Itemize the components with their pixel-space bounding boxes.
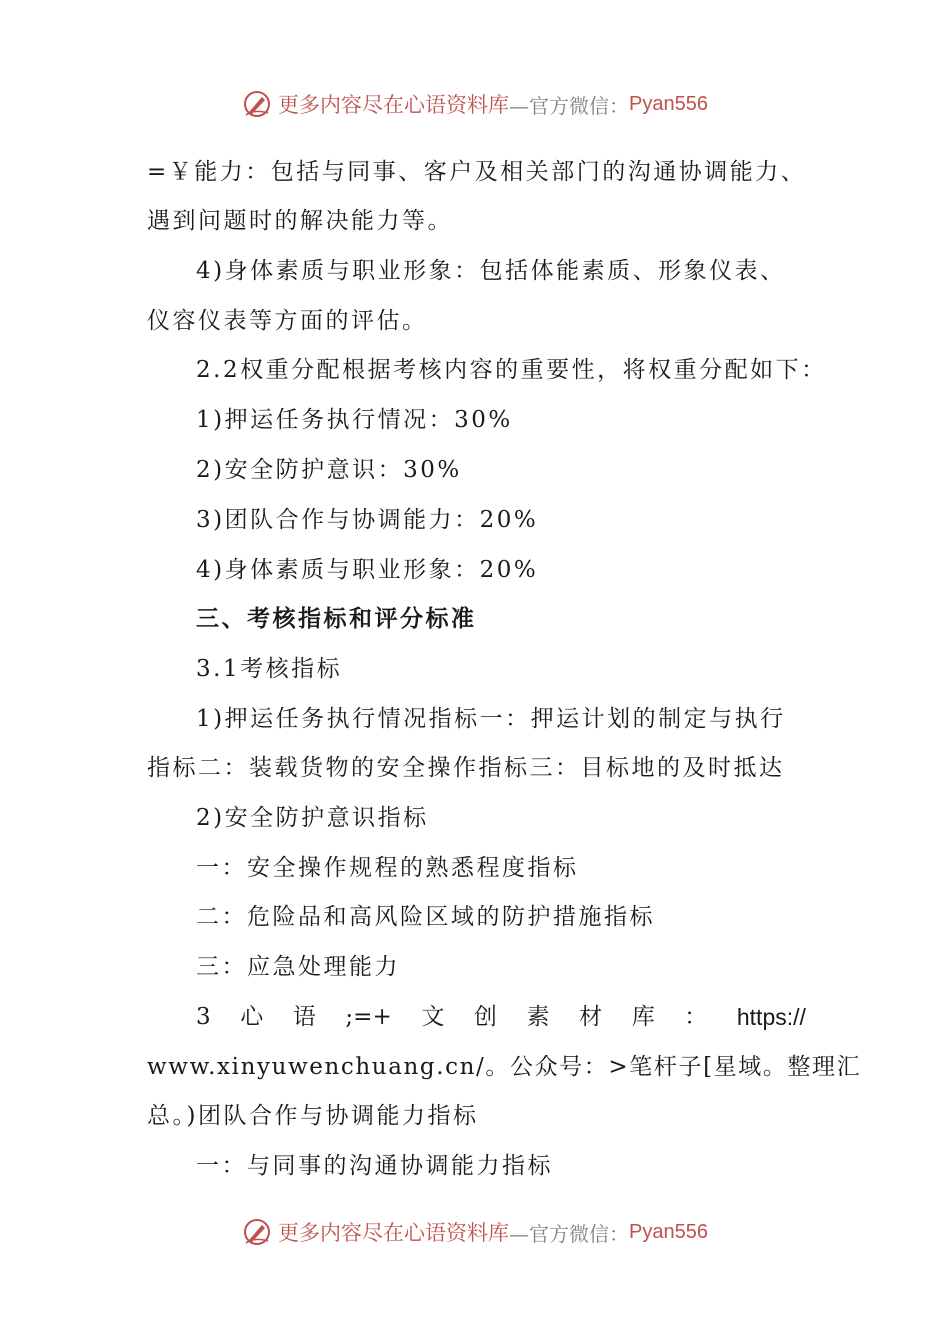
- section-heading: 三、考核指标和评分标准: [196, 605, 477, 632]
- text-line: www.xinyuwenchuang.cn/。公众号：>笔杆子[星域。整理汇: [147, 1054, 862, 1080]
- text-line: 4)身体素质与职业形象：20%: [196, 557, 539, 583]
- text-line: 仪容仪表等方面的评估。: [147, 308, 428, 334]
- banner-wechat-label: —官方微信：: [509, 1221, 630, 1246]
- text-line: 2)安全防护意识：30%: [196, 457, 462, 483]
- pen-logo-icon: [242, 1217, 272, 1247]
- text-line: 2.2权重分配根据考核内容的重要性，将权重分配如下：: [196, 357, 827, 383]
- token: 心: [240, 1004, 264, 1030]
- text-line: 3)团队合作与协调能力：20%: [196, 507, 539, 533]
- banner-title: 更多内容尽在心语资料库: [278, 1221, 510, 1245]
- footer-banner: [0, 1212, 950, 1252]
- banner-wechat-id: Pyan556: [629, 1220, 708, 1243]
- token: 材: [579, 1004, 603, 1030]
- subsection-heading: 3.1考核指标: [196, 656, 343, 682]
- header-banner: [0, 84, 950, 124]
- token: ;=+: [345, 1004, 392, 1030]
- banner-wechat-id: Pyan556: [629, 92, 708, 115]
- url-fragment: https://: [736, 1004, 806, 1030]
- token: 素: [526, 1004, 550, 1030]
- text-line: 1)押运任务执行情况：30%: [196, 407, 513, 433]
- text-line: 指标二：装载货物的安全操作指标三：目标地的及时抵达: [147, 755, 785, 781]
- text-line: 遇到问题时的解决能力等。: [147, 208, 453, 234]
- token: 3: [196, 1004, 211, 1030]
- banner-title: 更多内容尽在心语资料库: [278, 93, 510, 117]
- text-line: 一：与同事的沟通协调能力指标: [196, 1153, 553, 1179]
- text-line: 1)押运任务执行情况指标一：押运计划的制定与执行: [196, 706, 786, 732]
- justified-url-line: [196, 1002, 806, 1032]
- text-line: 二：危险品和高风险区域的防护措施指标: [196, 904, 655, 930]
- text-line: 2)安全防护意识指标: [196, 805, 429, 831]
- text-line: 三：应急处理能力: [196, 954, 400, 980]
- token: 创: [473, 1004, 497, 1030]
- text-line: 总。)团队合作与协调能力指标: [147, 1103, 479, 1129]
- token: ：: [684, 1004, 708, 1030]
- text-line: 4)身体素质与职业形象：包括体能素质、形象仪表、: [196, 258, 786, 284]
- pen-logo-icon: [242, 89, 272, 119]
- text-line: =￥能力：包括与同事、客户及相关部门的沟通协调能力、: [147, 159, 807, 185]
- text-line: 一：安全操作规程的熟悉程度指标: [196, 855, 579, 881]
- token: 文: [421, 1004, 445, 1030]
- banner-wechat-label: —官方微信：: [509, 93, 630, 118]
- token: 库: [631, 1004, 655, 1030]
- token: 语: [292, 1004, 316, 1030]
